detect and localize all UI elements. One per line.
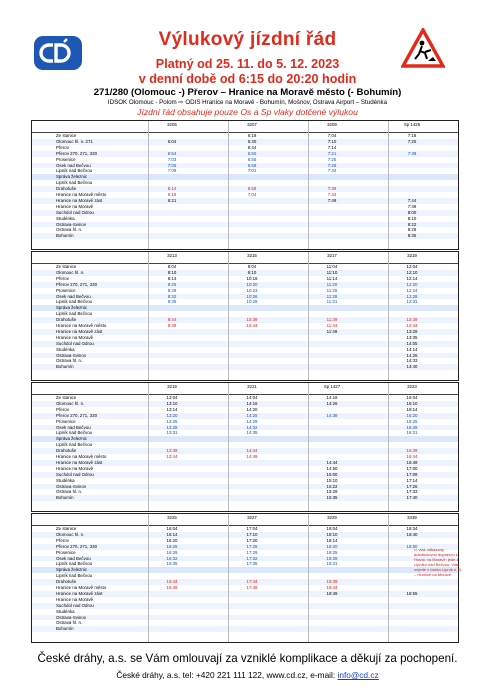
train-number: 3209 bbox=[327, 122, 337, 127]
station-name: Ze stanice bbox=[56, 395, 77, 400]
departure-time: 7:09 bbox=[167, 168, 177, 174]
apology-text: České dráhy, a.s. se Vám omlouvají za vzniklé komplikace a děkují za pochopení. bbox=[37, 652, 458, 665]
station-name: Ostrava-Svinov bbox=[56, 221, 87, 227]
departure-time: 17:32 bbox=[246, 555, 258, 561]
train-number-header bbox=[32, 252, 459, 264]
table-row bbox=[32, 626, 459, 632]
train-number: 3213 bbox=[167, 253, 177, 258]
departure-time: 13:28 bbox=[166, 424, 178, 430]
station-name: Hranice na Moravě zást bbox=[56, 197, 103, 203]
station-name: Studénka bbox=[56, 608, 75, 614]
departure-time: 10:39 bbox=[246, 317, 258, 323]
page-title: Výlukový jízdní řád bbox=[158, 29, 337, 50]
departure-time: 16:49 bbox=[166, 585, 178, 590]
departure-time: 18:34 bbox=[406, 526, 418, 531]
validity-dates: Platný od 25. 11. do 5. 12. 2023 bbox=[155, 57, 340, 71]
station-name: Lipník nad Bečvou bbox=[56, 561, 93, 567]
departure-time: 18:14 bbox=[326, 537, 338, 543]
station-name: Lipník nad Bečvou bbox=[56, 442, 93, 448]
departure-time: 17:00 bbox=[406, 465, 418, 471]
departure-time: 7:39 bbox=[327, 186, 337, 192]
timetable-block bbox=[31, 513, 459, 643]
departure-time: 8:29 bbox=[167, 287, 177, 293]
column-divider bbox=[308, 252, 309, 381]
departure-time: 11:49 bbox=[326, 328, 338, 334]
departure-time: 14:16 bbox=[326, 395, 338, 400]
departure-time: 13:31 bbox=[166, 430, 178, 436]
train-number: 3215 bbox=[247, 253, 257, 258]
station-name: Studénka bbox=[56, 346, 75, 352]
departure-time: 7:06 bbox=[167, 162, 177, 168]
departure-time: 8:35 bbox=[167, 299, 177, 305]
departure-time: 11:39 bbox=[326, 317, 338, 323]
departure-time: 18:49 bbox=[326, 590, 338, 596]
departure-time: 11:04 bbox=[326, 264, 338, 269]
departure-time: 14:16 bbox=[246, 400, 258, 406]
station-name: Bohumín bbox=[56, 233, 74, 239]
station-name: Olomouc hl. n. bbox=[56, 269, 85, 275]
departure-time: 16:49 bbox=[406, 459, 418, 465]
station-name: Suchdol nad Odrou bbox=[56, 340, 94, 346]
departure-time: 18:55 bbox=[406, 590, 418, 596]
departure-time: 8:22 bbox=[407, 221, 417, 227]
train-number: Sp 1425 bbox=[403, 122, 421, 127]
station-name: Hranice na Moravě bbox=[56, 334, 94, 340]
departure-time: 7:34 bbox=[327, 168, 337, 174]
station-name: Prosenice bbox=[56, 287, 76, 293]
departure-time: 12:39 bbox=[406, 317, 418, 323]
departure-time: 12:04 bbox=[406, 264, 418, 269]
departure-time: 13:04 bbox=[166, 395, 178, 400]
train-number: 3217 bbox=[327, 253, 337, 258]
departure-time: 14:26 bbox=[326, 400, 338, 406]
departure-time: 7:38 bbox=[407, 150, 417, 156]
departure-time: 18:04 bbox=[326, 526, 338, 531]
column-divider bbox=[148, 383, 149, 512]
train-number: 3225 bbox=[167, 515, 177, 520]
departure-time: 18:10 bbox=[326, 531, 338, 537]
station-name: Ostrava hl. n. bbox=[56, 358, 83, 364]
scope-note: Jízdní řád obsahuje pouze Os a Sp vlaky dotčené výlukou bbox=[137, 107, 358, 117]
station-name: Bohumín bbox=[56, 626, 74, 632]
train-number: 3223 bbox=[407, 384, 417, 389]
departure-time: 13:29 bbox=[406, 328, 418, 334]
departure-time: 6:14 bbox=[167, 186, 177, 192]
departure-time: 12:14 bbox=[406, 275, 418, 281]
departure-time: 7:03 bbox=[167, 156, 177, 162]
departure-time: 16:04 bbox=[406, 395, 418, 400]
departure-time: 14:50 bbox=[326, 465, 338, 471]
timetable bbox=[31, 120, 459, 647]
column-divider bbox=[228, 383, 229, 512]
station-name: Hranice na Moravě město bbox=[56, 585, 107, 590]
departure-time: 7:49 bbox=[407, 203, 417, 209]
departure-time: 16:29 bbox=[166, 549, 178, 555]
departure-time: 12:10 bbox=[406, 269, 418, 275]
station-name: Lipník nad Bečvou bbox=[56, 573, 93, 579]
station-name: Ostrava-Svinov bbox=[56, 352, 87, 358]
train-number: 3229 bbox=[327, 515, 337, 520]
departure-time: 10:29 bbox=[246, 299, 258, 305]
departure-time: 8:49 bbox=[167, 323, 177, 328]
departure-time: 15:22 bbox=[326, 483, 338, 489]
departure-time: 6:21 bbox=[167, 197, 177, 203]
departure-time: 13:14 bbox=[166, 406, 178, 412]
departure-time: 16:10 bbox=[406, 400, 418, 406]
station-name: Prosenice bbox=[56, 156, 76, 162]
departure-time: 17:26 bbox=[406, 483, 418, 489]
departure-time: 17:33 bbox=[406, 489, 418, 495]
station-name: Olomouc hl. n. 271 bbox=[56, 138, 93, 144]
departure-time: 17:40 bbox=[406, 495, 418, 501]
departure-time: 15:10 bbox=[326, 477, 338, 483]
column-divider bbox=[388, 383, 389, 512]
train-number-header bbox=[32, 121, 459, 133]
train-number: 3207 bbox=[247, 122, 257, 127]
departure-time: 17:14 bbox=[406, 477, 418, 483]
column-divider bbox=[308, 121, 309, 250]
departure-time: 14:32 bbox=[246, 424, 258, 430]
departure-time: 18:44 bbox=[326, 585, 338, 590]
departure-time: 8:25 bbox=[167, 281, 177, 287]
departure-time: 8:29 bbox=[407, 227, 417, 233]
station-name: Hranice na Moravě město bbox=[56, 454, 107, 459]
train-number-header bbox=[32, 514, 459, 526]
email-link[interactable]: info@cd.cz bbox=[337, 670, 379, 680]
train-number: 3219 bbox=[407, 253, 417, 258]
station-name: Hranice na Moravě zást bbox=[56, 459, 103, 465]
departure-time: 7:04 bbox=[247, 192, 257, 197]
station-name: Hranice na Moravě bbox=[56, 465, 94, 471]
departure-time: 8:32 bbox=[167, 293, 177, 299]
departure-time: 18:28 bbox=[326, 555, 338, 561]
station-name: Studénka bbox=[56, 215, 75, 221]
departure-time: 16:14 bbox=[406, 406, 418, 412]
station-name: Přerov bbox=[56, 406, 69, 412]
departure-time: 17:49 bbox=[246, 585, 258, 590]
departure-time: 14:26 bbox=[406, 352, 418, 358]
header bbox=[0, 0, 495, 117]
table-row bbox=[32, 495, 459, 501]
departure-time: 17:44 bbox=[246, 579, 258, 585]
departure-time: 13:39 bbox=[166, 448, 178, 454]
departure-time: 6:30 bbox=[247, 138, 257, 144]
table-row bbox=[32, 233, 459, 239]
station-name: Prosenice bbox=[56, 418, 76, 424]
departure-time: 16:25 bbox=[166, 543, 178, 549]
train-number: 3227 bbox=[247, 515, 257, 520]
station-name: Ze stanice bbox=[56, 526, 77, 531]
station-name: Suchdol nad Odrou bbox=[56, 471, 94, 477]
timetable-block bbox=[31, 120, 459, 250]
departure-time: 6:55 bbox=[247, 156, 257, 162]
departure-time: 11:20 bbox=[326, 281, 338, 287]
train-number: 3339 bbox=[407, 515, 417, 520]
departure-time: 16:20 bbox=[406, 412, 418, 418]
route-heading: 271/280 (Olomouc -) Přerov – Hranice na Moravě město (- Bohumín) bbox=[93, 87, 402, 98]
station-name: Přerov bbox=[56, 537, 69, 543]
column-divider bbox=[308, 383, 309, 512]
departure-time: 13:10 bbox=[166, 400, 178, 406]
train-number: 3219 bbox=[167, 384, 177, 389]
departure-time: 15:00 bbox=[326, 471, 338, 477]
departure-time: 13:25 bbox=[166, 418, 178, 424]
departure-time: 8:14 bbox=[167, 275, 177, 281]
timetable-block bbox=[31, 251, 459, 381]
departure-time: 7:25 bbox=[407, 138, 417, 144]
column-divider bbox=[388, 514, 389, 643]
departure-time: 12:28 bbox=[406, 293, 418, 299]
departure-time: 10:44 bbox=[246, 323, 258, 328]
departure-time: 8:35 bbox=[407, 233, 417, 239]
station-name: Suchdol nad Odrou bbox=[56, 602, 94, 608]
station-name: Ostrava hl. n. bbox=[56, 620, 83, 626]
station-name: Přerov 270, 271, 330 bbox=[56, 281, 98, 287]
station-name: Drahotuše bbox=[56, 317, 77, 323]
column-divider bbox=[228, 514, 229, 643]
departure-time: 11:25 bbox=[326, 287, 338, 293]
departure-time: 6:04 bbox=[167, 138, 177, 144]
departure-time: 10:16 bbox=[246, 275, 258, 281]
station-name: Olomouc hl. n. bbox=[56, 400, 85, 406]
departure-time: 8:44 bbox=[167, 317, 177, 323]
station-name: Ostrava hl. n. bbox=[56, 489, 83, 495]
departure-time: 16:04 bbox=[166, 526, 178, 531]
departure-time: 10:26 bbox=[246, 293, 258, 299]
train-number-header bbox=[32, 383, 459, 395]
departure-time: 17:35 bbox=[246, 561, 258, 567]
departure-time: 8:00 bbox=[407, 209, 417, 215]
departure-time: 6:58 bbox=[247, 162, 257, 168]
departure-time: 7:14 bbox=[327, 144, 337, 150]
departure-time: 7:04 bbox=[327, 133, 337, 138]
departure-time: 6:44 bbox=[247, 144, 257, 150]
departure-time: 7:28 bbox=[327, 162, 337, 168]
departure-time: 14:25 bbox=[246, 412, 258, 418]
station-name: Přerov 270, 271, 330 bbox=[56, 412, 98, 418]
departure-time: 13:44 bbox=[166, 454, 178, 459]
column-divider bbox=[148, 252, 149, 381]
station-name: Studénka bbox=[56, 477, 75, 483]
station-name: Olomouc hl. n. bbox=[56, 531, 85, 537]
departure-time: 14:49 bbox=[246, 454, 258, 459]
departure-time: 11:10 bbox=[326, 269, 338, 275]
station-name: Přerov bbox=[56, 144, 69, 150]
departure-time: 14:04 bbox=[246, 395, 258, 400]
station-name: Přerov 270, 271, 330 bbox=[56, 150, 98, 156]
station-name: Lipník nad Bečvou bbox=[56, 430, 93, 436]
column-divider bbox=[148, 514, 149, 643]
column-divider bbox=[388, 252, 389, 381]
departure-time: 7:44 bbox=[327, 192, 337, 197]
departure-time: 7:10 bbox=[327, 138, 337, 144]
station-name: Přerov bbox=[56, 275, 69, 281]
departure-time: 18:39 bbox=[326, 579, 338, 585]
column-divider bbox=[228, 252, 229, 381]
station-name: Osek nad Bečvou bbox=[56, 162, 91, 168]
station-name: Správa železnic bbox=[56, 436, 87, 442]
departure-time: 17:29 bbox=[246, 549, 258, 555]
station-name: Hranice na Moravě bbox=[56, 203, 94, 209]
departure-time: 14:44 bbox=[326, 459, 338, 465]
roadwork-sign-icon bbox=[401, 28, 445, 68]
train-number: 3205 bbox=[167, 122, 177, 127]
contact-text: České dráhy, a.s. tel: +420 221 111 122, www.cd.cz, e-mail: bbox=[116, 670, 338, 680]
station-name: Ze stanice bbox=[56, 264, 77, 269]
departure-time: 12:20 bbox=[406, 281, 418, 287]
departure-time: 15:29 bbox=[326, 489, 338, 495]
departure-time: 8:04 bbox=[167, 264, 177, 269]
departure-time: 14:33 bbox=[406, 358, 418, 364]
departure-time: 8:10 bbox=[167, 269, 177, 275]
departure-time: 14:14 bbox=[406, 346, 418, 352]
station-name: Hranice na Moravě bbox=[56, 596, 94, 602]
station-name: Suchdol nad Odrou bbox=[56, 209, 94, 215]
departure-time: 13:35 bbox=[406, 334, 418, 340]
validity-hours: v denní době od 6:15 do 20:20 hodin bbox=[138, 72, 357, 86]
departure-time: 7:18 bbox=[407, 133, 417, 138]
departure-time: 13:20 bbox=[166, 412, 178, 418]
departure-time: 16:28 bbox=[406, 424, 418, 430]
departure-time: 12:24 bbox=[406, 287, 418, 293]
departure-time: 16:44 bbox=[166, 579, 178, 585]
departure-time: 18:20 bbox=[326, 543, 338, 549]
departure-time: 14:35 bbox=[246, 430, 258, 436]
departure-time: 6:50 bbox=[247, 150, 257, 156]
departure-time: 8:10 bbox=[407, 215, 417, 221]
departure-time: 11:28 bbox=[326, 293, 338, 299]
column-divider bbox=[308, 514, 309, 643]
departure-time: 17:20 bbox=[246, 537, 258, 543]
departure-time: 17:10 bbox=[246, 531, 258, 537]
departure-time: 12:31 bbox=[406, 299, 418, 305]
departure-time: 14:40 bbox=[406, 364, 418, 370]
departure-time: 16:35 bbox=[166, 561, 178, 567]
departure-time: 10:20 bbox=[246, 281, 258, 287]
departure-time: 11:44 bbox=[326, 323, 338, 328]
station-name: Lipník nad Bečvou bbox=[56, 299, 93, 305]
station-name: Lipník nad Bečvou bbox=[56, 180, 93, 186]
departure-time: 14:44 bbox=[246, 448, 258, 454]
departure-time: 11:31 bbox=[326, 299, 338, 305]
departure-time: 7:49 bbox=[327, 197, 337, 203]
station-name: Drahotuše bbox=[56, 186, 77, 192]
departure-time: 17:04 bbox=[246, 526, 258, 531]
train-number: 3221 bbox=[247, 384, 257, 389]
departure-time: 6:19 bbox=[247, 133, 257, 138]
departure-time: 7:01 bbox=[247, 168, 257, 174]
departure-time: 6:54 bbox=[167, 150, 177, 156]
departure-time: 9:04 bbox=[247, 264, 257, 269]
departure-time: 16:14 bbox=[166, 531, 178, 537]
integrated-systems: IDSOK Olomouc - Polom ⇨ ODIS Hranice na Moravě - Bohumín, Mošnov, Ostrava Airport – Studénka bbox=[107, 99, 388, 106]
table-row bbox=[32, 364, 459, 370]
station-name: Drahotuše bbox=[56, 448, 77, 454]
station-name: Hranice na Moravě zást bbox=[56, 328, 103, 334]
station-name: Osek nad Bečvou bbox=[56, 293, 91, 299]
station-name: Osek nad Bečvou bbox=[56, 424, 91, 430]
departure-time: 17:09 bbox=[406, 471, 418, 477]
departure-time: 18:40 bbox=[406, 531, 418, 537]
departure-time: 14:29 bbox=[246, 418, 258, 424]
departure-time: 9:10 bbox=[247, 269, 257, 275]
departure-time: 14:20 bbox=[246, 406, 258, 412]
station-name: Osek nad Bečvou bbox=[56, 555, 91, 561]
station-name: Bohumín bbox=[56, 364, 74, 370]
departure-time: 11:14 bbox=[326, 275, 338, 281]
departure-time: 16:25 bbox=[406, 418, 418, 424]
departure-time: 10:23 bbox=[246, 287, 258, 293]
departure-time: 18:25 bbox=[326, 549, 338, 555]
station-name: Lipník nad Bečvou bbox=[56, 168, 93, 174]
station-name: Lipník nad Bečvou bbox=[56, 311, 93, 317]
station-name: Přerov 270, 271, 330 bbox=[56, 543, 98, 549]
departure-time: 16:32 bbox=[166, 555, 178, 561]
station-name: Správa železnic bbox=[56, 567, 87, 573]
contact-line bbox=[0, 670, 495, 680]
station-name: Bohumín bbox=[56, 495, 74, 501]
timetable-block bbox=[31, 382, 459, 512]
column-divider bbox=[388, 121, 389, 250]
departure-time: 16:44 bbox=[406, 454, 418, 459]
station-name: Hranice na Moravě zást bbox=[56, 590, 103, 596]
column-divider bbox=[148, 121, 149, 250]
departure-time: 14:05 bbox=[406, 340, 418, 346]
departure-time: 6:18 bbox=[167, 192, 177, 197]
departure-time: 14:38 bbox=[326, 412, 338, 418]
departure-time: 16:31 bbox=[406, 430, 418, 436]
legend-note: ⇨ vlak odkázaný autobusovou dopravou z Hranic na Moravě; jede z Lipníku nad Bečvou. Vlak nejede v úseku Lipník n. B. – Hranice na Moravě. bbox=[414, 547, 463, 577]
departure-time: 7:21 bbox=[327, 150, 337, 156]
departure-time: 12:44 bbox=[406, 323, 418, 328]
station-name: Ostrava hl. n. bbox=[56, 227, 83, 233]
train-number: Sp 1427 bbox=[323, 384, 341, 389]
departure-time: 18:50 bbox=[406, 543, 418, 549]
station-name: Drahotuše bbox=[56, 579, 77, 585]
departure-time: 6:59 bbox=[247, 186, 257, 192]
station-name: Prosenice bbox=[56, 549, 76, 555]
station-name: Hranice na Moravě město bbox=[56, 323, 107, 328]
station-name: Ostrava-Svinov bbox=[56, 483, 87, 489]
station-name: Hranice na Moravě město bbox=[56, 192, 107, 197]
departure-time: 7:44 bbox=[407, 197, 417, 203]
station-name: Ostrava-Svinov bbox=[56, 614, 87, 620]
station-name: Správa železnic bbox=[56, 305, 87, 311]
departure-time: 15:35 bbox=[326, 495, 338, 501]
departure-time: 7:25 bbox=[327, 156, 337, 162]
departure-time: 16:39 bbox=[406, 448, 418, 454]
station-name: Ze stanice bbox=[56, 133, 77, 138]
departure-time: 18:31 bbox=[326, 561, 338, 567]
departure-time: 16:20 bbox=[166, 537, 178, 543]
departure-time: 17:25 bbox=[246, 543, 258, 549]
column-divider bbox=[228, 121, 229, 250]
station-name: Správa železnic bbox=[56, 174, 87, 180]
